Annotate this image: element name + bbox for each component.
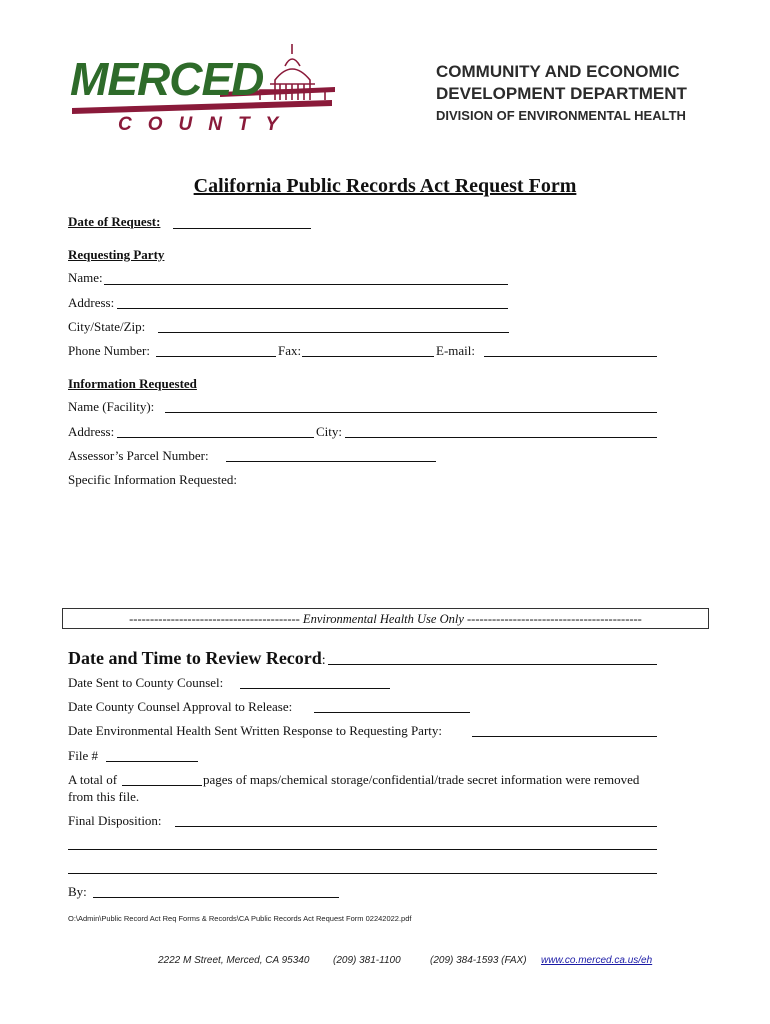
division-name: DIVISION OF ENVIRONMENTAL HEALTH [436, 108, 686, 123]
information-requested-heading: Information Requested [68, 376, 197, 391]
form-title: California Public Records Act Request Form [193, 175, 577, 197]
by-label: By: [68, 884, 87, 899]
footer-fax: (209) 384-1593 (FAX) [430, 955, 527, 966]
total-pages-prefix: A total of [68, 772, 118, 787]
date-of-request-field[interactable] [173, 228, 311, 229]
city-state-zip-label: City/State/Zip: [68, 319, 146, 334]
logo-county-text: COUNTY [118, 114, 295, 135]
sent-counsel-label: Date Sent to County Counsel: [68, 675, 224, 690]
footer-address: 2222 M Street, Merced, CA 95340 [158, 955, 310, 966]
final-disposition-label: Final Disposition: [68, 813, 162, 828]
total-pages-suffix: pages of maps/chemical storage/confidential/trade secret information were removed [203, 772, 640, 787]
dept-name-line2: DEVELOPMENT DEPARTMENT [436, 84, 687, 103]
review-heading-colon: : [321, 653, 326, 668]
final-disposition-field[interactable] [175, 826, 657, 827]
date-of-request-label: Date of Request: [68, 214, 161, 229]
dept-name-line1: COMMUNITY AND ECONOMIC [436, 62, 680, 81]
eh-use-only-box [62, 608, 709, 629]
requesting-party-heading: Requesting Party [68, 247, 165, 262]
email-field[interactable] [484, 356, 657, 357]
facility-name-field[interactable] [165, 412, 657, 413]
facility-city-field[interactable] [345, 437, 657, 438]
name-field[interactable] [104, 284, 508, 285]
total-pages-field[interactable] [122, 785, 202, 786]
facility-city-label: City: [316, 424, 343, 439]
footer-website-link[interactable]: www.co.merced.ca.us/eh [541, 955, 653, 966]
address-label: Address: [68, 295, 115, 310]
by-field[interactable] [93, 897, 339, 898]
final-disposition-line-2[interactable] [68, 849, 657, 850]
specific-info-area[interactable] [68, 492, 658, 602]
city-state-zip-field[interactable] [158, 332, 509, 333]
phone-label: Phone Number: [68, 343, 150, 358]
fax-field[interactable] [302, 356, 434, 357]
review-date-field[interactable] [328, 664, 657, 665]
apn-field[interactable] [226, 461, 436, 462]
email-label: E-mail: [436, 343, 475, 358]
footer-website-wrap [541, 955, 652, 966]
eh-response-field[interactable] [472, 736, 657, 737]
specific-info-label: Specific Information Requested: [68, 472, 237, 487]
eh-use-only-text: ----------------------------------------- Environmental Health Use Only ------------------------------------------ [129, 612, 642, 626]
file-number-field[interactable] [106, 761, 198, 762]
merced-county-logo [70, 40, 340, 140]
sent-counsel-field[interactable] [240, 688, 390, 689]
eh-response-label: Date Environmental Health Sent Written Response to Requesting Party: [68, 723, 442, 738]
footer-phone: (209) 381-1100 [333, 955, 401, 966]
counsel-approval-label: Date County Counsel Approval to Release: [68, 699, 293, 714]
facility-name-label: Name (Facility): [68, 399, 155, 414]
facility-address-field[interactable] [117, 437, 314, 438]
counsel-approval-field[interactable] [314, 712, 470, 713]
total-pages-line2: from this file. [68, 789, 140, 804]
review-heading [68, 647, 326, 672]
apn-label: Assessor’s Parcel Number: [68, 448, 209, 463]
facility-address-label: Address: [68, 424, 115, 439]
logo-wordmark: MERCED [70, 53, 264, 105]
final-disposition-line-3[interactable] [68, 873, 657, 874]
fax-label: Fax: [278, 343, 302, 358]
review-heading-text: Date and Time to Review Record [68, 648, 322, 668]
file-number-label: File # [68, 748, 98, 763]
phone-field[interactable] [156, 356, 276, 357]
name-label: Name: [68, 270, 103, 285]
file-path-text: O:\Admin\Public Record Act Req Forms & Records\CA Public Records Act Request Form 02242022.pdf [68, 914, 412, 923]
address-field[interactable] [117, 308, 508, 309]
